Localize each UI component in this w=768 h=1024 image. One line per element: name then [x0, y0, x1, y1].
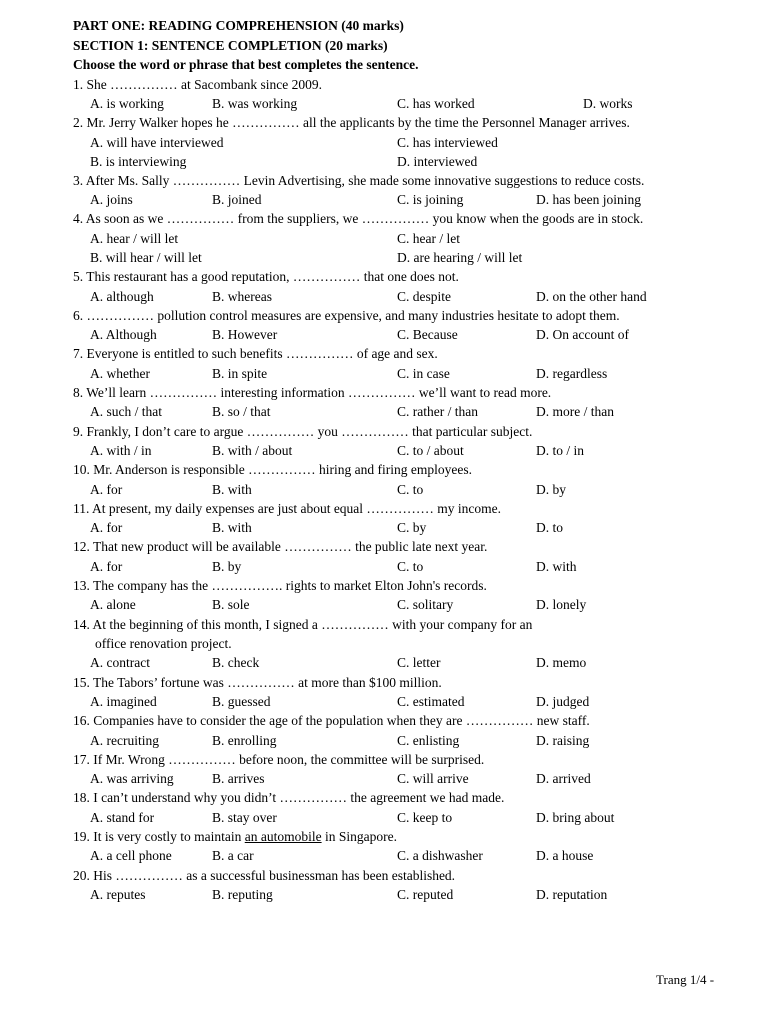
answer-option[interactable]: C. to [397, 481, 424, 497]
question-stem: 15. The Tabors’ fortune was …………… at more than $100 million. [73, 674, 442, 690]
answer-option[interactable]: A. reputes [90, 886, 146, 902]
answer-option[interactable]: D. with [536, 558, 577, 574]
answer-option[interactable]: A. hear / will let [90, 230, 179, 246]
answer-option[interactable]: D. regardless [536, 365, 608, 381]
answer-option[interactable]: B. reputing [212, 886, 273, 902]
question-stem: 18. I can’t understand why you didn’t …………… the agreement we had made. [73, 790, 505, 806]
question-stem: 13. The company has the ……………. rights to market Elton John's records. [73, 578, 487, 593]
part-heading: PART ONE: READING COMPREHENSION (40 marks) [73, 18, 404, 33]
question-1 [73, 75, 721, 114]
answer-option[interactable]: D. a house [536, 848, 594, 864]
question-stem: 11. At present, my daily expenses are just about equal …………… my income. [73, 500, 502, 516]
question-9 [73, 422, 721, 461]
question-17 [73, 750, 721, 789]
answer-options [73, 885, 721, 904]
question-stem: 20. His …………… as a successful businessman has been established. [73, 867, 456, 883]
answer-options [73, 808, 721, 827]
answer-option[interactable]: B. joined [212, 192, 262, 208]
answer-options [73, 229, 721, 248]
question-list [73, 75, 721, 905]
question-stem: 1. She …………… at Sacombank since 2009. [73, 76, 322, 92]
answer-option[interactable]: B. stay over [212, 809, 277, 825]
answer-options [73, 94, 721, 113]
answer-option[interactable]: C. will arrive [397, 771, 469, 787]
answer-option[interactable]: B. However [212, 327, 278, 343]
answer-option[interactable]: A. such / that [90, 404, 162, 420]
answer-option[interactable]: A. alone [90, 597, 136, 613]
answer-option[interactable]: A. recruiting [90, 732, 159, 748]
answer-option[interactable]: B. arrives [212, 771, 265, 787]
answer-option[interactable]: B. guessed [212, 694, 271, 709]
answer-option[interactable]: A. joins [90, 192, 133, 208]
answer-options [73, 287, 721, 306]
question-stem: 10. Mr. Anderson is responsible …………… hiring and firing employees. [73, 462, 472, 478]
answer-option[interactable]: D. reputation [536, 886, 608, 902]
question-stem: 17. If Mr. Wrong …………… before noon, the committee will be surprised. [73, 751, 485, 767]
question-stem: 5. This restaurant has a good reputation, …………… that one does not. [73, 269, 459, 285]
answer-option[interactable]: A. for [90, 558, 123, 574]
answer-option[interactable]: D. interviewed [397, 153, 478, 169]
answer-options [73, 480, 721, 499]
answer-option[interactable]: D. to [536, 520, 563, 536]
question-stem: 14. At the beginning of this month, I signed a …………… with your company for an [73, 616, 533, 632]
answer-options [73, 152, 721, 171]
answer-option[interactable]: A. stand for [90, 809, 155, 825]
question-10 [73, 460, 721, 499]
answer-option[interactable]: B. a car [212, 848, 254, 864]
question-14 [73, 615, 721, 673]
question-stem-continued: office renovation project. [95, 636, 232, 651]
question-20 [73, 866, 721, 905]
answer-option[interactable]: A. Although [90, 327, 157, 343]
answer-option[interactable]: D. lonely [536, 597, 587, 613]
answer-option[interactable]: D. bring about [536, 809, 615, 825]
question-16 [73, 711, 721, 750]
answer-options [73, 133, 721, 152]
answer-option[interactable]: A. will have interviewed [90, 134, 224, 150]
answer-option[interactable]: B. enrolling [212, 732, 277, 748]
question-3 [73, 171, 721, 210]
answer-option[interactable]: B. will hear / will let [90, 250, 202, 266]
answer-options [73, 190, 721, 209]
question-stem [73, 827, 721, 846]
answer-option[interactable]: D. has been joining [536, 192, 641, 208]
answer-option[interactable]: B. so / that [212, 404, 271, 420]
answer-option[interactable]: C. solitary [397, 597, 454, 613]
instruction: Choose the word or phrase that best completes the sentence. [73, 57, 419, 72]
answer-options [73, 441, 721, 460]
answer-option[interactable]: D. on the other hand [536, 288, 647, 304]
answer-option[interactable]: C. by [397, 520, 427, 536]
answer-option[interactable]: C. Because [397, 327, 458, 343]
answer-option[interactable]: C. letter [397, 655, 441, 671]
answer-option[interactable]: C. to / about [397, 443, 464, 459]
answer-option[interactable]: C. in case [397, 365, 450, 381]
answer-options [73, 731, 721, 750]
answer-option[interactable]: C. reputed [397, 886, 454, 902]
answer-option[interactable]: A. contract [90, 655, 150, 671]
question-19 [73, 827, 721, 866]
answer-option[interactable]: D. by [536, 481, 566, 497]
answer-option[interactable]: D. judged [536, 694, 590, 709]
question-7 [73, 344, 721, 383]
answer-option[interactable]: A. although [90, 288, 154, 304]
question-stem: 16. Companies have to consider the age of the population when they are …………… new staff. [73, 713, 590, 729]
answer-option[interactable]: C. keep to [397, 809, 453, 825]
answer-option[interactable]: C. hear / let [397, 230, 460, 246]
answer-option[interactable]: C. estimated [397, 694, 465, 709]
answer-option[interactable]: A. imagined [90, 694, 157, 709]
answer-option[interactable]: C. is joining [397, 192, 464, 208]
answer-option[interactable]: C. enlisting [397, 732, 460, 748]
answer-option[interactable]: A. was arriving [90, 771, 174, 787]
question-stem: 8. We’ll learn …………… interesting information …………… we’ll want to read more. [73, 385, 552, 401]
exam-page [73, 16, 721, 904]
question-stem: 7. Everyone is entitled to such benefits …………… of age and sex. [73, 346, 438, 362]
question-12 [73, 537, 721, 576]
question-2 [73, 113, 721, 171]
page-number: Trang 1/4 - [656, 972, 715, 987]
answer-option[interactable]: C. has worked [397, 95, 475, 111]
answer-option[interactable]: D. arrived [536, 771, 591, 787]
question-stem: 12. That new product will be available …………… the public late next year. [73, 539, 488, 555]
answer-option[interactable]: B. by [212, 558, 242, 574]
stem-text: 19. It is very costly to maintain [73, 828, 245, 844]
question-stem: 2. Mr. Jerry Walker hopes he …………… all the applicants by the time the Personnel Manager arrives. [73, 115, 630, 131]
answer-options [73, 692, 721, 711]
answer-option[interactable]: C. has interviewed [397, 134, 498, 150]
answer-option[interactable]: C. despite [397, 288, 451, 304]
answer-option[interactable]: C. to [397, 558, 424, 574]
answer-options [73, 248, 721, 267]
answer-option[interactable]: B. sole [212, 597, 250, 613]
answer-option[interactable]: D. On account of [536, 327, 629, 343]
question-13 [73, 576, 721, 615]
answer-option[interactable]: A. a cell phone [90, 848, 172, 864]
answer-option[interactable]: B. with [212, 520, 252, 536]
answer-option[interactable]: A. whether [90, 365, 150, 381]
answer-option[interactable]: B. is interviewing [90, 153, 187, 169]
answer-option[interactable]: B. with [212, 481, 252, 497]
answer-options [73, 402, 721, 421]
answer-option[interactable]: B. whereas [212, 288, 272, 304]
answer-option[interactable]: D. more / than [536, 404, 614, 420]
answer-option[interactable]: B. was working [212, 95, 298, 111]
answer-option[interactable]: D. raising [536, 732, 590, 748]
answer-option[interactable]: A. is working [90, 95, 164, 111]
question-stem: 4. As soon as we …………… from the suppliers, we …………… you know when the goods are in stock. [73, 211, 644, 227]
answer-option[interactable]: D. memo [536, 655, 587, 671]
answer-options [73, 364, 721, 383]
answer-options [73, 518, 721, 537]
answer-options [73, 769, 721, 788]
answer-option[interactable]: D. are hearing / will let [397, 250, 523, 266]
answer-options [73, 557, 721, 576]
stem-text: in Singapore. [321, 828, 397, 844]
question-18 [73, 788, 721, 827]
answer-option[interactable]: D. works [583, 95, 633, 111]
underlined-phrase: an automobile [244, 828, 322, 844]
answer-option[interactable]: A. for [90, 481, 123, 497]
question-15 [73, 673, 721, 712]
answer-option[interactable]: D. to / in [536, 443, 585, 459]
question-stem: 6. …………… pollution control measures are expensive, and many industries hesitate to adopt them. [73, 307, 620, 323]
answer-option[interactable]: C. rather / than [397, 404, 478, 420]
question-8 [73, 383, 721, 422]
question-11 [73, 499, 721, 538]
question-4 [73, 209, 721, 267]
answer-option[interactable]: B. with / about [212, 443, 293, 459]
answer-option[interactable]: A. with / in [90, 443, 152, 459]
question-6 [73, 306, 721, 345]
answer-options [73, 325, 721, 344]
section-heading: SECTION 1: SENTENCE COMPLETION (20 marks) [73, 37, 388, 53]
question-stem: 9. Frankly, I don’t care to argue …………… you …………… that particular subject. [73, 423, 533, 439]
question-5 [73, 267, 721, 306]
answer-option[interactable]: B. in spite [212, 365, 268, 381]
answer-option[interactable]: C. a dishwasher [397, 848, 483, 864]
answer-options [73, 595, 721, 614]
answer-options [73, 653, 721, 672]
question-stem: 3. After Ms. Sally …………… Levin Advertising, she made some innovative suggestions to reduce costs. [73, 172, 645, 188]
answer-option[interactable]: B. check [212, 655, 260, 671]
answer-option[interactable]: A. for [90, 520, 123, 536]
answer-options [73, 846, 721, 865]
